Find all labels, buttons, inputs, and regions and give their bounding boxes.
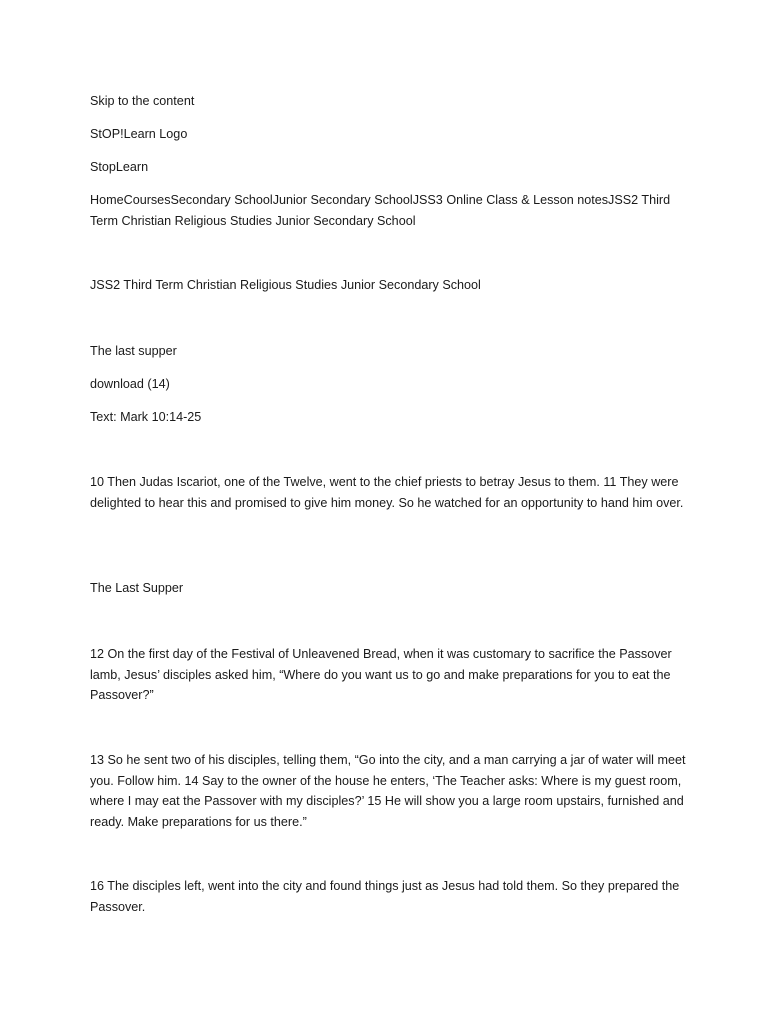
image-caption: download (14)	[90, 377, 170, 391]
logo-text[interactable]: StOP!Learn Logo	[90, 127, 188, 141]
section-heading: The Last Supper	[90, 581, 184, 595]
paragraph-2: 12 On the first day of the Festival of Unleavened Bread, when it was customary to sacrifice the Passover lamb, Jesus’ disciples asked him, “Where do you want us to go and make preparations for you to eat the Passover?”	[90, 647, 672, 702]
text-reference: Text: Mark 10:14-25	[90, 410, 202, 424]
topic-heading: The last supper	[90, 344, 177, 358]
skip-to-content-link[interactable]: Skip to the content	[90, 94, 195, 108]
paragraph-4: 16 The disciples left, went into the city and found things just as Jesus had told them. So they prepared the Passover.	[90, 879, 680, 914]
breadcrumb[interactable]: HomeCoursesSecondary SchoolJunior Secondary SchoolJSS3 Online Class & Lesson notesJSS2 Third Term Christian Religious Studies Junior Secondary School	[90, 193, 671, 228]
page-title: JSS2 Third Term Christian Religious Studies Junior Secondary School	[90, 278, 481, 292]
site-name[interactable]: StopLearn	[90, 160, 149, 174]
paragraph-1: 10 Then Judas Iscariot, one of the Twelve, went to the chief priests to betray Jesus to them. 11 They were delighted to hear this and promised to give him money. So he watched for an opportunity to hand him over.	[90, 475, 684, 510]
paragraph-3: 13 So he sent two of his disciples, telling them, “Go into the city, and a man carrying a jar of water will meet you. Follow him. 14 Say to the owner of the house he enters, ‘The Teacher asks: Where is my guest room, where I may eat the Passover with my disciples?’ 15 He will show you a large room upstairs, furnished and ready. Make preparations for us there.”	[90, 753, 686, 829]
